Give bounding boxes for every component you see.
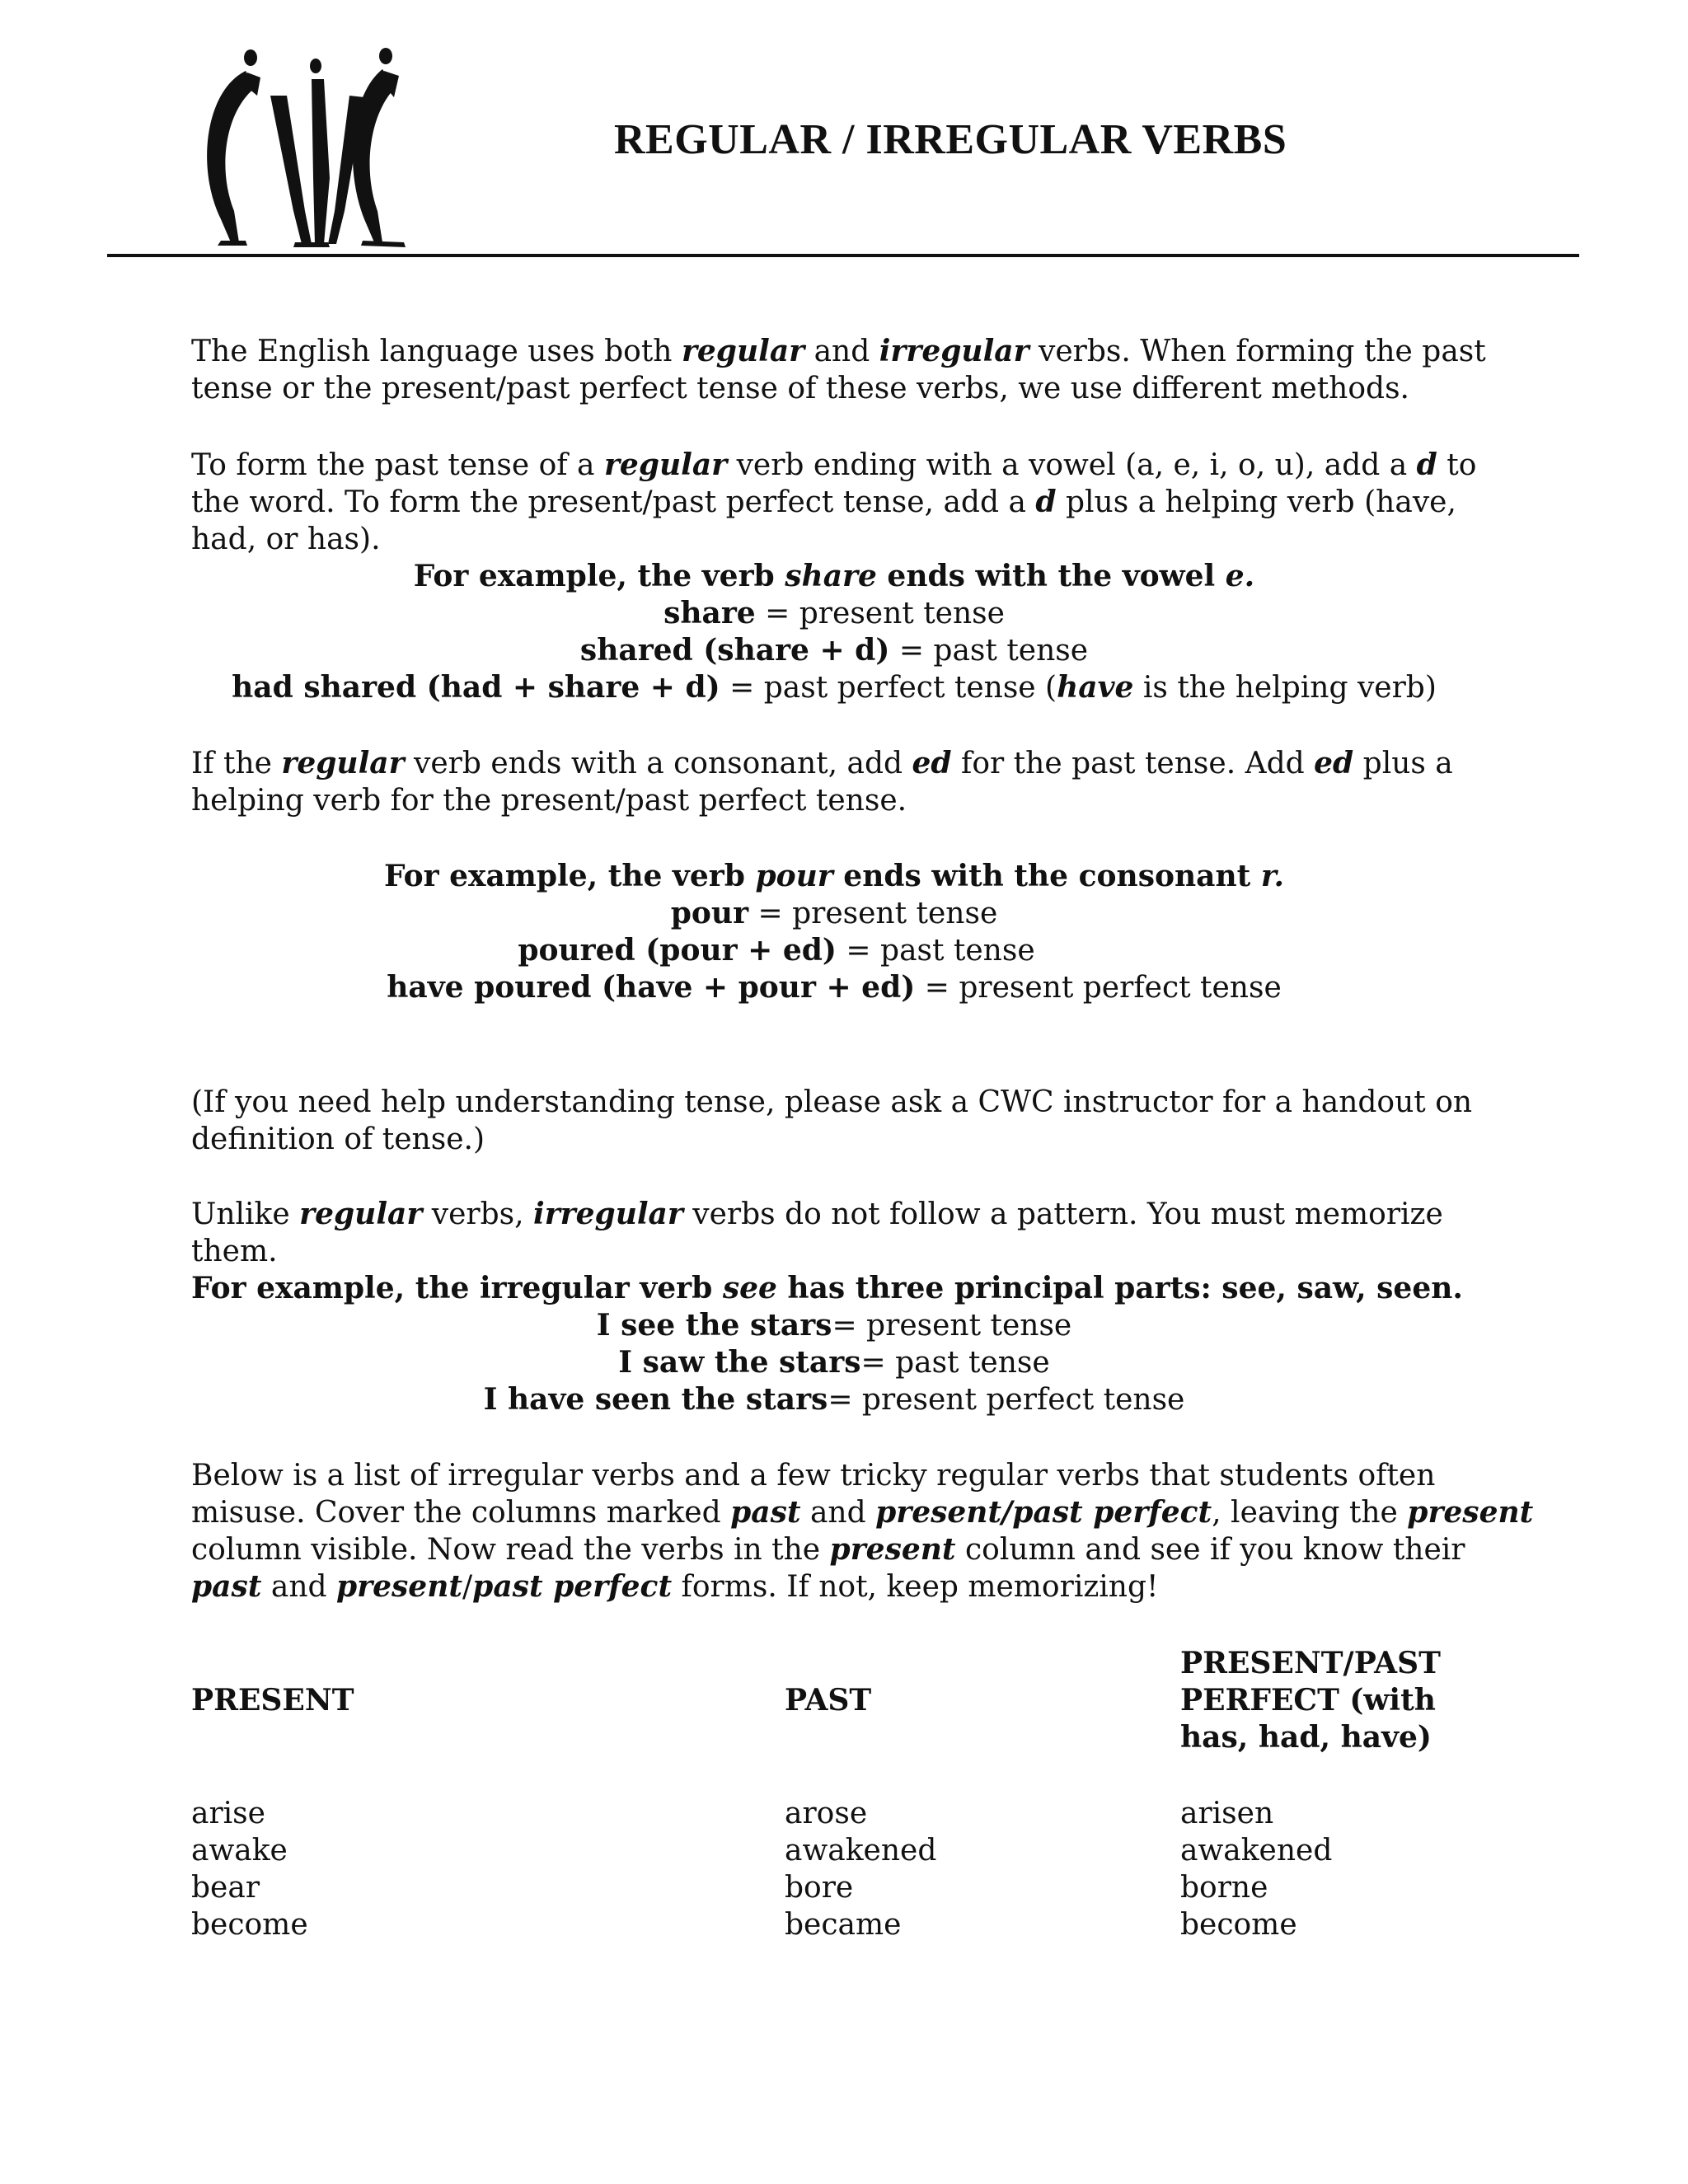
list-text-3: , leaving the [1212,1496,1408,1530]
list-intro-paragraph [191,1457,1543,1605]
vowel-l1-rest: = present tense [755,597,1005,630]
vowel-heading-a: For example, the verb [413,559,785,593]
list-text-4: column visible. Now read the verbs in the [191,1533,830,1567]
consonant-l1-rest: = present tense [748,897,998,930]
cwc-logo [188,46,435,252]
irregular-example-line-3 [191,1381,1477,1418]
irregular-example-line-2 [191,1344,1477,1381]
header-divider [107,254,1579,257]
list-past-perfect: past perfect [472,1569,673,1604]
vowel-rule-paragraph [191,447,1526,558]
intro-paragraph [191,333,1526,407]
list-text-2: and [800,1496,876,1530]
column-header-present: PRESENT [191,1683,354,1718]
verb-perfect: arisen [1180,1797,1274,1830]
consonant-ed-2: ed [1314,746,1354,780]
intro-regular: regular [681,334,805,368]
consonant-heading-letter: r. [1260,859,1285,893]
list-text-7: forms. If not, keep memorizing! [672,1570,1159,1604]
vowel-heading-verb: share [785,559,877,593]
vowel-regular: regular [603,448,728,482]
consonant-example-line-3 [191,969,1477,1006]
verb-present: bear [191,1871,260,1905]
vowel-l2-bold: shared (share + d) [579,633,890,668]
irregular-irregular: irregular [533,1197,683,1231]
perfect-column [1180,1795,1332,1943]
consonant-heading-a: For example, the verb [383,859,756,893]
list-past-2: past [191,1569,262,1604]
consonant-l1-bold: pour [670,896,749,930]
consonant-text-3: for the past tense. Add [951,747,1315,780]
vowel-text-2: verb ending with a vowel (a, e, i, o, u), add a [727,448,1417,482]
column-header-past: PAST [785,1683,872,1718]
page-title: REGULAR / IRREGULAR VERBS [614,116,1287,163]
list-text-1: Below is a list of irregular verbs and a few tricky regular verbs that students often misuse. Cover the columns marked [191,1459,1436,1530]
consonant-example-block [191,858,1477,1006]
consonant-heading-b: ends with the consonant [832,859,1261,893]
irregular-heading-a: For example, the irregular verb [191,1271,723,1305]
intro-text-1: The English language uses both [191,335,682,368]
vowel-l3-rest: = past perfect tense ( [720,671,1057,705]
consonant-rule-paragraph [191,745,1526,819]
vowel-text-4: plus a helping verb (have, had, or has). [191,485,1456,556]
present-column [191,1795,308,1943]
verb-perfect: awakened [1180,1834,1333,1868]
irregular-l1-rest: = present tense [832,1309,1072,1343]
consonant-example-line-1 [191,895,1477,932]
list-text-6: and [261,1570,336,1604]
vowel-l1-bold: share [663,596,756,630]
consonant-l2-rest: = past tense [836,934,1035,968]
verb-past: became [785,1908,902,1942]
verb-past: bore [785,1871,854,1905]
verb-present: become [191,1908,308,1942]
vowel-heading-b: ends with the vowel [876,559,1226,593]
consonant-text-4: plus a helping verb for the present/past perfect tense. [191,747,1453,818]
irregular-example-heading [191,1270,1526,1307]
vowel-d-2: d [1035,485,1057,519]
irregular-l1-bold: I see the stars [596,1308,832,1343]
column-header-perfect-line-2: PERFECT (with [1180,1683,1436,1718]
verb-perfect: become [1180,1908,1297,1942]
vowel-d-1: d [1416,448,1437,482]
vowel-example-line-1 [191,595,1477,632]
consonant-ed-1: ed [912,746,952,780]
past-column [785,1795,936,1943]
list-pp: present/past perfect [875,1495,1212,1530]
list-past: past [730,1495,801,1530]
irregular-rule-paragraph [191,1196,1526,1270]
irregular-example-block [191,1307,1477,1418]
vowel-example-block [191,558,1477,706]
consonant-heading-verb: pour [755,859,833,893]
irregular-heading-b: has three principal parts: see, saw, seen. [776,1271,1463,1305]
consonant-l3-rest: = present perfect tense [915,971,1282,1005]
irregular-regular: regular [299,1197,423,1231]
vowel-l3-have: have [1057,670,1134,705]
vowel-l3-bold: had shared (had + share + d) [232,670,720,705]
intro-text-3: verbs. When forming the past tense or the present/past perfect tense of these verbs, we use different methods. [191,335,1486,405]
irregular-text-3: verbs do not follow a pattern. You must memorize them. [191,1197,1443,1268]
irregular-text-2: verbs, [422,1197,534,1231]
help-note: (If you need help understanding tense, please ask a CWC instructor for a handout on definition of tense.) [191,1085,1473,1156]
irregular-example-line-1 [191,1307,1477,1344]
vowel-example-line-2 [191,632,1477,669]
verb-past: awakened [785,1834,937,1868]
list-slash: / [462,1570,473,1604]
consonant-text-2: verb ends with a consonant, add [404,747,912,780]
vowel-heading-letter: e. [1225,559,1255,593]
list-present-3: present [336,1569,463,1604]
irregular-l3-bold: I have seen the stars [483,1382,828,1417]
verb-past: arose [785,1797,868,1830]
irregular-l2-rest: = past tense [860,1346,1050,1380]
consonant-example-line-2 [191,932,1477,969]
column-header-perfect-line-3: has, had, have) [1180,1720,1432,1755]
consonant-l3-bold: have poured (have + pour + ed) [387,970,916,1005]
irregular-text-1: Unlike [191,1197,300,1231]
list-present-2: present [829,1532,956,1567]
vowel-example-line-3 [191,669,1477,706]
verb-present: arise [191,1797,265,1830]
irregular-l2-bold: I saw the stars [618,1345,861,1380]
irregular-heading-verb: see [722,1271,777,1305]
list-present: present [1407,1495,1534,1530]
column-header-perfect [1180,1645,1441,1756]
irregular-l3-rest: = present perfect tense [828,1383,1185,1417]
vowel-text-3: to the word. To form the present/past perfect tense, add a [191,448,1477,519]
consonant-example-heading [191,858,1477,895]
intro-irregular: irregular [879,334,1029,368]
vowel-text-1: To form the past tense of a [191,448,604,482]
verb-present: awake [191,1834,288,1868]
consonant-l2-bold: poured (pour + ed) [518,933,837,968]
verb-perfect: borne [1180,1871,1268,1905]
list-text-5: column and see if you know their [955,1533,1465,1567]
vowel-example-heading [191,558,1477,595]
column-header-perfect-line-1: PRESENT/PAST [1180,1646,1441,1680]
consonant-regular: regular [281,746,405,780]
vowel-l3-end: is the helping verb) [1133,671,1437,705]
vowel-l2-rest: = past tense [889,634,1089,668]
intro-text-2: and [804,335,879,368]
consonant-text-1: If the [191,747,282,780]
